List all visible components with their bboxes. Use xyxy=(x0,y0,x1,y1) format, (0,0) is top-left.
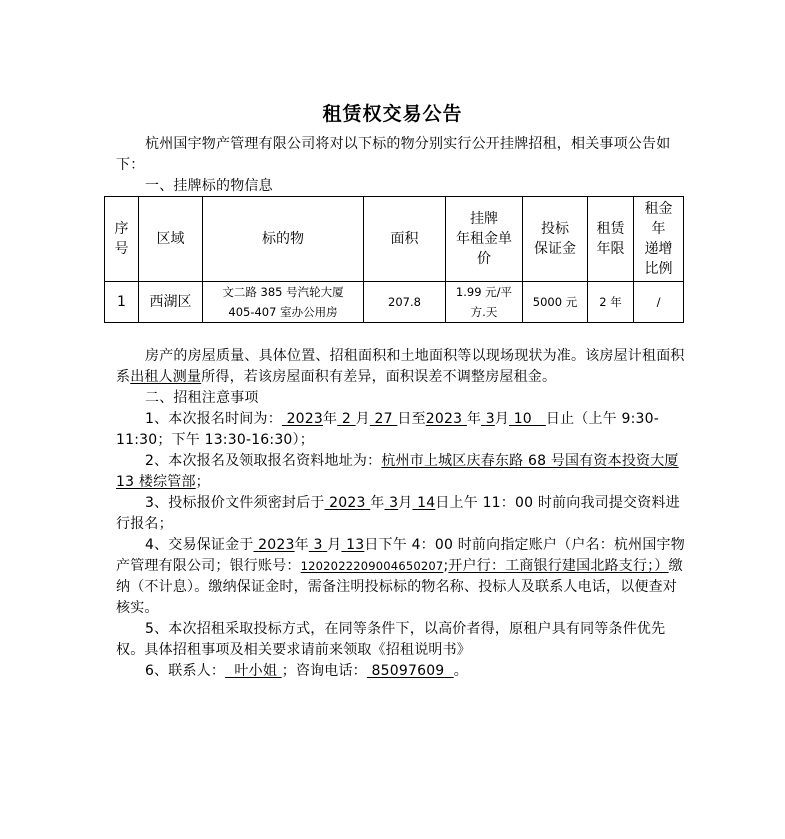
note-text: 房产的房屋质量、具体位置、招租面积和土地面积等以现场现状为准。该房屋计租面积系 xyxy=(116,348,685,385)
header-item: 标的物 xyxy=(203,197,364,282)
note-text: 所得，若该房屋面积有差异，面积误差不调整房屋租金。 xyxy=(201,369,557,385)
intro-line-2: 下： xyxy=(116,157,145,173)
notice-item-6 xyxy=(116,661,686,682)
header-text: 年 xyxy=(651,221,666,237)
notice-item-3 xyxy=(116,493,686,535)
cell-seq: 1 xyxy=(105,282,139,323)
note-paragraph xyxy=(116,346,686,388)
listing-table xyxy=(104,196,684,323)
header-text: 租金 xyxy=(644,201,673,217)
date-field: 3 xyxy=(389,495,399,511)
item-text: 年 xyxy=(466,411,482,427)
cell-region: 西湖区 xyxy=(139,282,203,323)
item-text: 月 xyxy=(327,537,342,553)
date-field: 13 xyxy=(346,537,365,553)
header-deposit xyxy=(523,197,588,282)
note-underlined-text: 出租人测量 xyxy=(130,369,202,385)
date-field: 14 xyxy=(417,495,436,511)
intro-paragraph xyxy=(116,134,686,176)
header-seq xyxy=(105,197,139,282)
item-text: 日下午 4：00 时前向指定账户（户名：杭州国宇物产管理有限公司；银行账号： xyxy=(116,537,685,574)
page-title: 租赁权交易公告 xyxy=(322,103,463,125)
date-field: 3 xyxy=(485,411,495,427)
bank-text: 开户行：工商银行建国北路支行；） xyxy=(448,558,669,574)
notice-item-5: 5、本次招租采取投标方式，在同等条件下，以高价者得，原租户具有同等条件优先权。具体招租事项及相关要求请前来领取《招租说明书》 xyxy=(116,621,666,658)
table-header-row xyxy=(105,197,684,282)
cell-text: 方.天 xyxy=(470,305,498,319)
header-term xyxy=(588,197,634,282)
header-text: 年租金单 xyxy=(456,231,512,247)
cell-text: 405-407 室办公用房 xyxy=(228,305,338,319)
cell-text: 1.99 元/平 xyxy=(455,285,513,299)
date-field: 2023 xyxy=(286,411,324,427)
item-text: 日上午 11：00 时前向我司提交资料进行报名； xyxy=(116,495,680,532)
notice-item-1 xyxy=(116,409,686,451)
item-text: 月 xyxy=(355,411,370,427)
section-2-heading: 二、招租注意事项 xyxy=(145,390,259,406)
item-text: ；咨询电话： xyxy=(281,663,367,679)
item-text: 1、本次报名时间为： xyxy=(145,411,282,427)
intro-line-1: 杭州国宇物产管理有限公司将对以下标的物分别实行公开挂牌招租，相关事项公告如 xyxy=(145,136,671,152)
item-text: ； xyxy=(195,474,210,490)
item-text: 年 xyxy=(294,537,309,553)
date-field: 10 xyxy=(513,411,532,427)
header-text: 挂牌 xyxy=(470,211,498,227)
phone-number: 85097609 xyxy=(371,663,445,679)
date-field: 2023 xyxy=(425,411,463,427)
item-text: 年 xyxy=(370,495,385,511)
item-text: 日止（上午 9:30-11:30；下午 13:30-16:30）； xyxy=(116,411,660,448)
item-text: 月 xyxy=(398,495,413,511)
header-increase xyxy=(634,197,684,282)
item-text: 年 xyxy=(323,411,338,427)
cell-item xyxy=(203,282,364,323)
item-text: 2、本次报名及领取报名资料地址为： xyxy=(145,453,382,469)
cell-term: 2 年 xyxy=(588,282,634,323)
header-text: 年限 xyxy=(596,241,625,257)
header-area: 面积 xyxy=(364,197,446,282)
header-text: 比例 xyxy=(644,261,673,277)
item-text: ; xyxy=(443,558,449,574)
item-text: 6、联系人： xyxy=(145,663,226,679)
notice-item-2 xyxy=(116,451,686,493)
header-region: 区域 xyxy=(139,197,203,282)
item-text: 3、投标报价文件须密封后于 xyxy=(145,495,325,511)
cell-area: 207.8 xyxy=(364,282,446,323)
header-text: 投标 xyxy=(541,221,569,237)
date-field: 2023 xyxy=(329,495,366,511)
account-number: 1202022209004650207 xyxy=(300,559,444,573)
table-row xyxy=(105,282,684,323)
item-text: 4、交易保证金于 xyxy=(145,537,254,553)
header-text: 递增 xyxy=(644,241,673,257)
section-1-heading: 一、挂牌标的物信息 xyxy=(145,178,273,194)
cell-price xyxy=(446,282,523,323)
header-text: 保证金 xyxy=(534,241,576,257)
cell-text: 文二路 385 号汽轮大厦 xyxy=(222,285,344,299)
notice-item-4 xyxy=(116,535,686,619)
date-field: 3 xyxy=(313,537,323,553)
header-text: 序 xyxy=(114,221,129,237)
header-text: 号 xyxy=(114,241,129,257)
date-field: 2 xyxy=(341,411,351,427)
item-text: 缴纳（不计息）。缴纳保证金时，需备注明投标标的物名称、投标人及联系人电话，以便查对核实。 xyxy=(116,558,683,616)
contact-name: 叶小姐 xyxy=(234,663,278,679)
header-text: 价 xyxy=(477,251,491,267)
header-price xyxy=(446,197,523,282)
cell-deposit: 5000 元 xyxy=(523,282,588,323)
address-text: 杭州市上城区庆春东路 68 号国有资本投资大厦 13 楼综管部 xyxy=(116,453,679,490)
item-text: 月 xyxy=(494,411,510,427)
item-text: 。 xyxy=(453,663,468,679)
item-text: 日至 xyxy=(397,411,426,427)
cell-increase: / xyxy=(634,282,684,323)
header-text: 租赁 xyxy=(596,221,625,237)
date-field: 27 xyxy=(374,411,393,427)
date-field: 2023 xyxy=(258,537,295,553)
